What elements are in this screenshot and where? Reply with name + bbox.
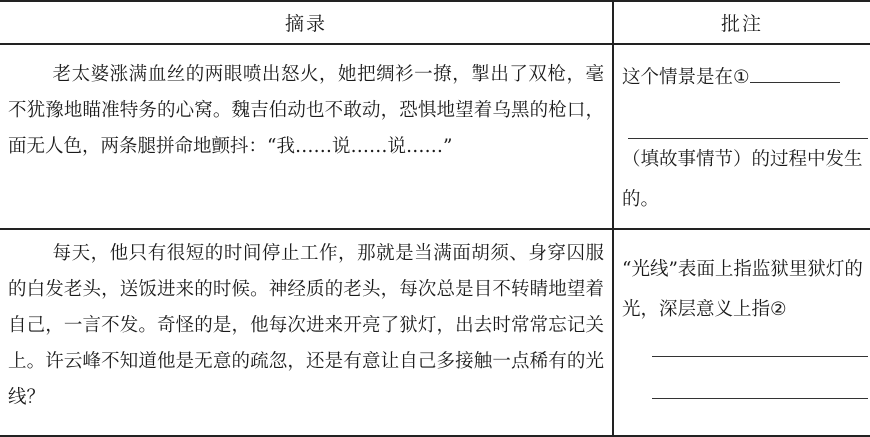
excerpt-text-2: 每天，他只有很短的时间停止工作，那就是当满面胡须、身穿囚服的白发老头，送饭进来的时候。神经质的老头，每次总是目不转睛地望着自己，一言不发。奇怪的是，他每次进来开亮了狱灯，出去时常常忘记关上。许云峰不知道他是无意的疏忽，还是有意让自己多接触一点稀有的光线？ xyxy=(8,243,604,408)
note-cell-2 xyxy=(622,250,870,330)
excerpt-cell-2 xyxy=(8,236,604,416)
header-note: 批注 xyxy=(720,12,763,35)
answer-blank-1-line-2[interactable] xyxy=(628,138,868,139)
excerpt-cell-1 xyxy=(8,57,604,165)
note-cell-1 xyxy=(622,56,870,100)
blank-marker-1: ① xyxy=(733,67,750,88)
header-excerpt: 摘录 xyxy=(284,12,327,35)
note-text-1b: （填故事情节）的过程中发生的。 xyxy=(622,149,863,210)
note-text-2: “光线”表面上指监狱里狱灯的光，深层意义上指 xyxy=(622,259,863,320)
column-divider xyxy=(612,0,614,437)
answer-blank-2-line-1[interactable] xyxy=(652,356,868,357)
blank-marker-2: ② xyxy=(770,299,787,320)
note-text-1a: 这个情景是在 xyxy=(622,67,734,88)
answer-blank-1[interactable] xyxy=(750,64,840,84)
note-cell-1-cont xyxy=(622,140,870,220)
answer-blank-2-line-2[interactable] xyxy=(652,398,868,399)
row-divider xyxy=(0,228,870,230)
excerpt-text-1: 老太婆涨满血丝的两眼喷出怒火，她把绸衫一撩，掣出了双枪，毫不犹豫地瞄准特务的心窝。魏吉伯动也不敢动，恐惧地望着乌黑的枪口，面无人色，两条腿拼命地颤抖：“我……说……说……” xyxy=(8,64,604,157)
